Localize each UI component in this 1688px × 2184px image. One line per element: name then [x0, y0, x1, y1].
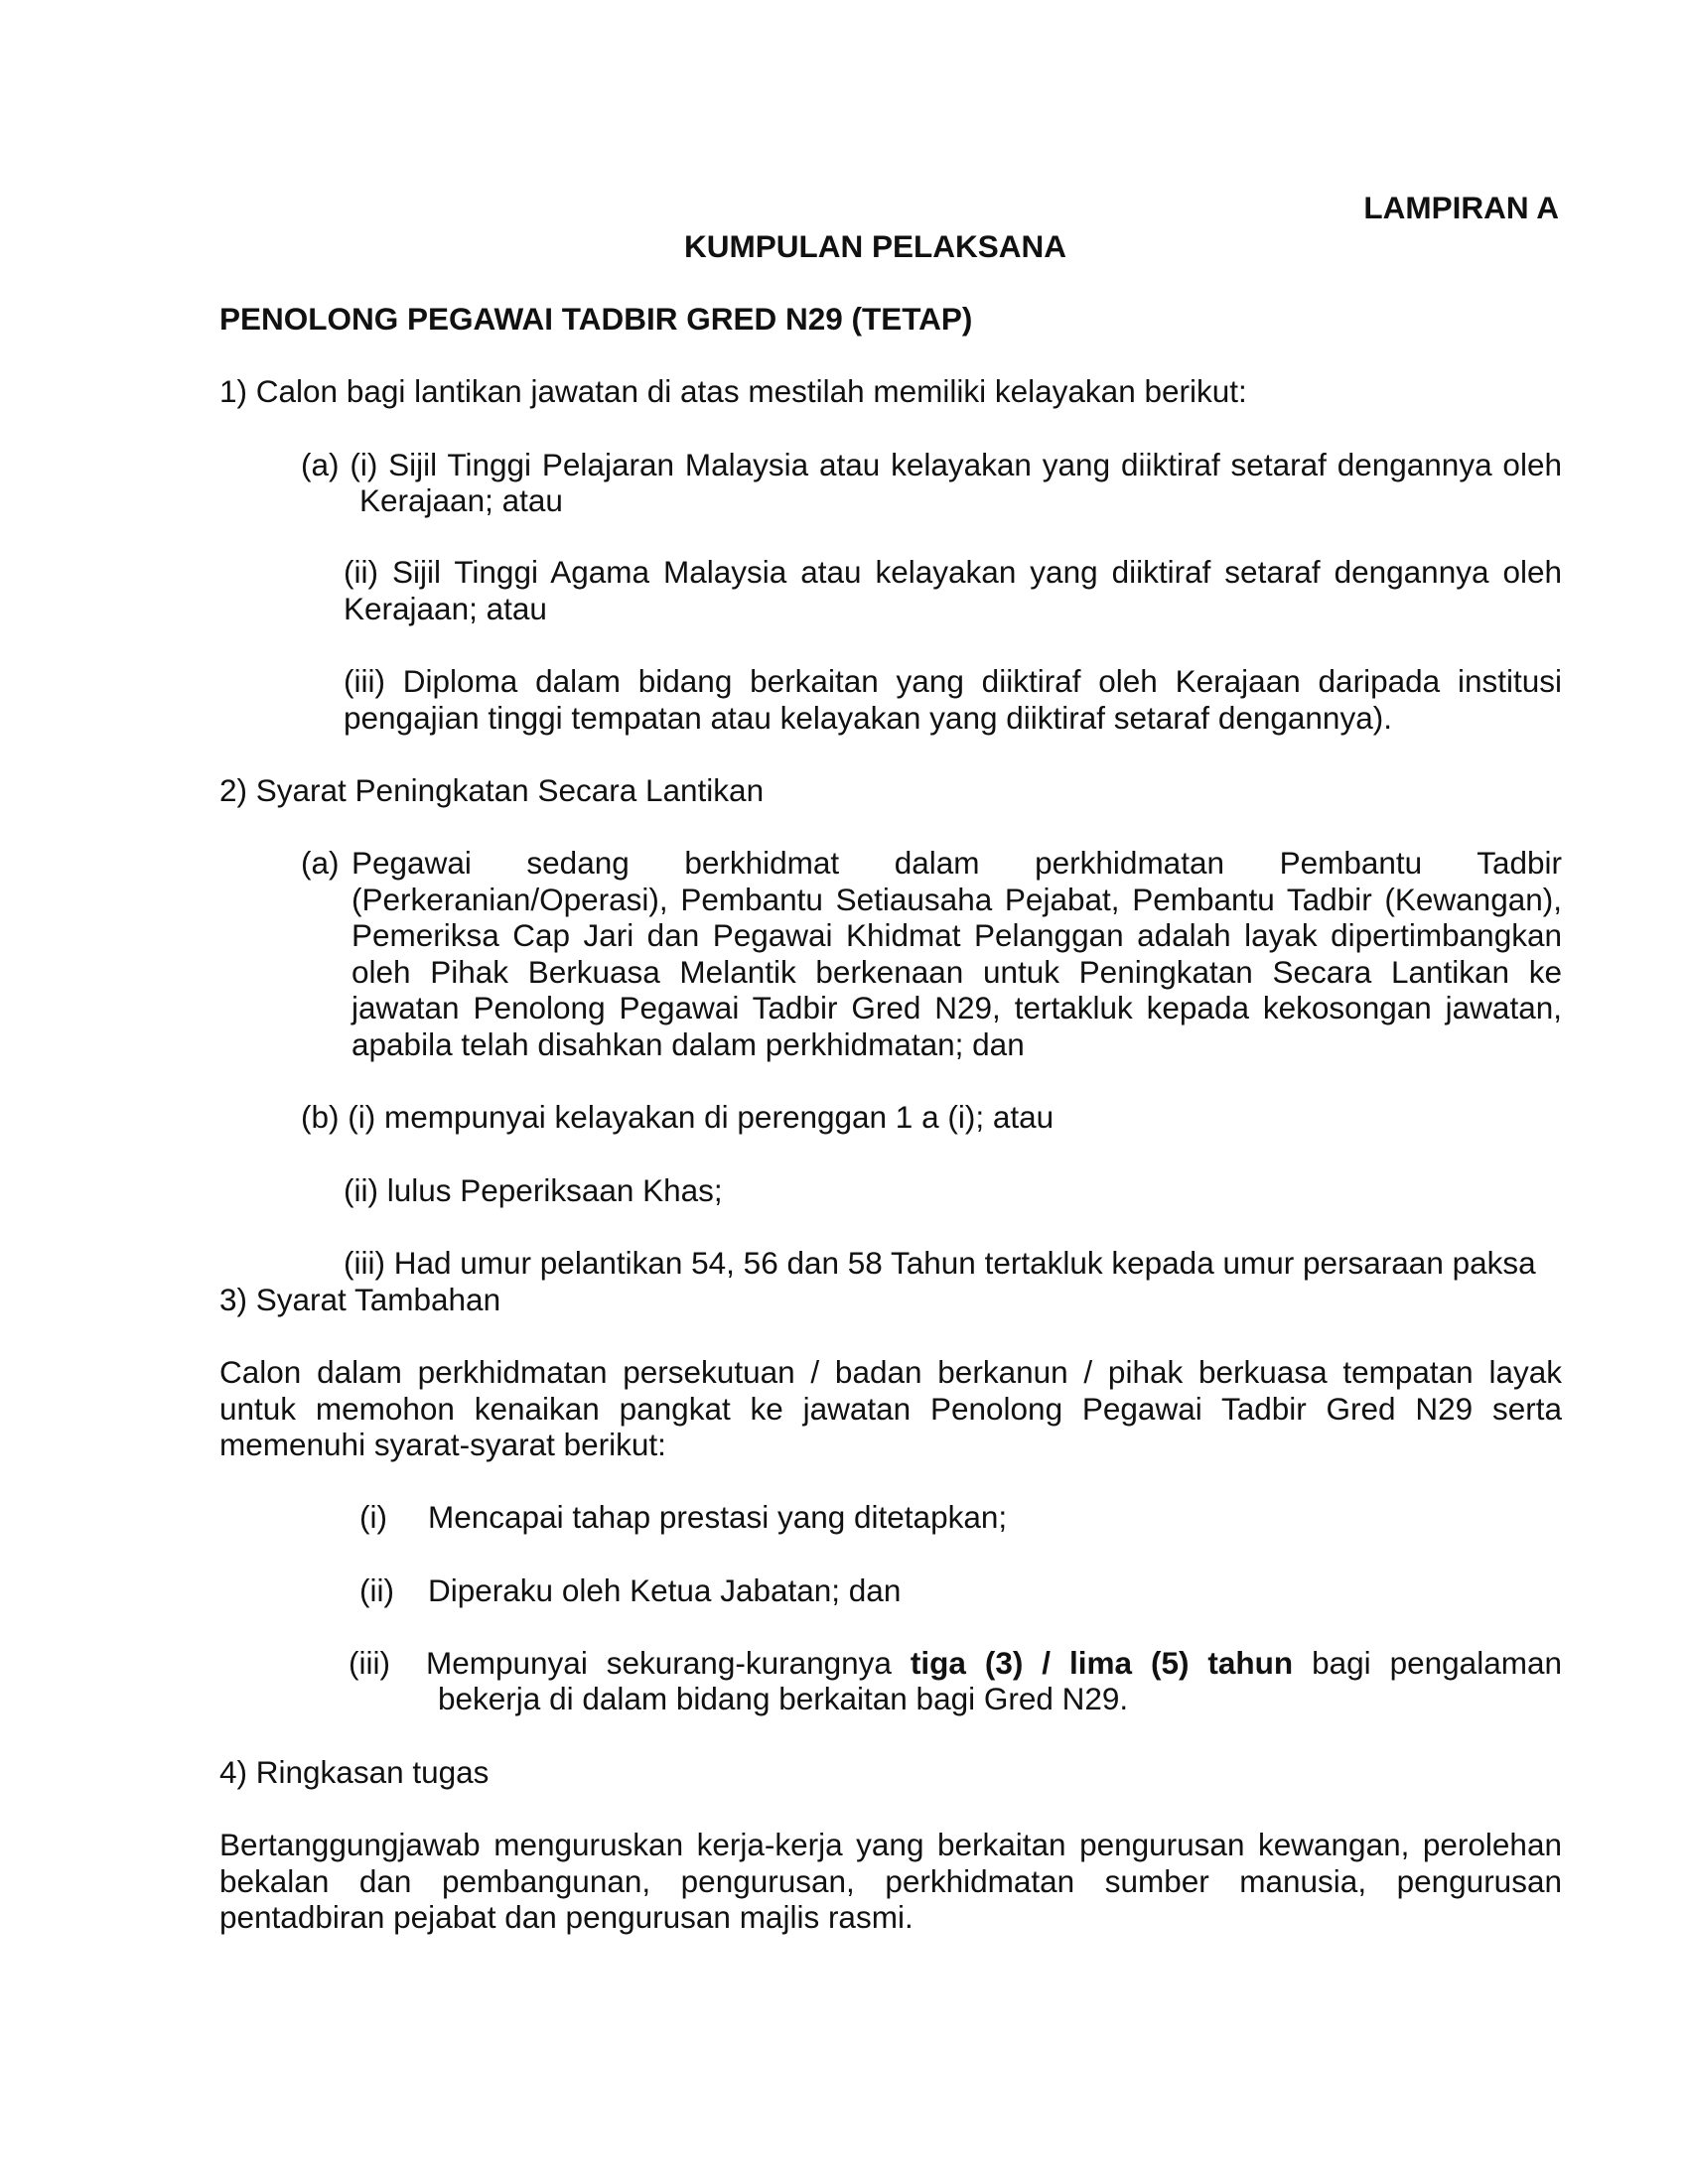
section-2-item-b-iii: (iii) Had umur pelantikan 54, 56 dan 58 Tahun tertakluk kepada umur persaraan paksa	[344, 1245, 1536, 1281]
section-1-item-a-iii-line2: pengajian tinggi tempatan atau kelayakan yang diiktiraf setaraf dengannya).	[344, 700, 1392, 736]
post-title: PENOLONG PEGAWAI TADBIR GRED N29 (TETAP)	[219, 301, 973, 337]
section-3-item-label: (i)	[359, 1499, 387, 1535]
section-3-item-label: (ii)	[359, 1572, 394, 1608]
section-1-item-a-i-line1: (a) (i) Sijil Tinggi Pelajaran Malaysia atau kelayakan yang diiktiraf setaraf dengannya oleh	[301, 447, 1562, 482]
section-2-item-a-line: jawatan Penolong Pegawai Tadbir Gred N29, tertakluk kepada kekosongan jawatan,	[352, 990, 1562, 1025]
item-iii-bold-five: lima (5) tahun	[1069, 1645, 1294, 1681]
section-3-item-text: Diperaku oleh Ketua Jabatan; dan	[428, 1572, 902, 1608]
section-2-item-a-line: Pemeriksa Cap Jari dan Pegawai Khidmat Pelanggan adalah layak dipertimbangkan	[352, 917, 1562, 953]
section-3-item-label: (iii)	[349, 1645, 390, 1681]
section-1-heading: 1) Calon bagi lantikan jawatan di atas mestilah memiliki kelayakan berikut:	[219, 373, 1247, 409]
item-iii-post: bagi pengalaman	[1312, 1645, 1562, 1681]
section-3-item-iii-line1	[426, 1645, 1562, 1682]
item-iii-bold-three: tiga (3)	[910, 1645, 1024, 1681]
section-3-heading: 3) Syarat Tambahan	[219, 1282, 501, 1317]
section-1-item-a-i-line2: Kerajaan; atau	[359, 482, 563, 518]
section-1-item-a-ii-line1: (ii) Sijil Tinggi Agama Malaysia atau kelayakan yang diiktiraf setaraf dengannya oleh	[344, 554, 1562, 590]
section-3-intro-line: untuk memohon kenaikan pangkat ke jawatan Penolong Pegawai Tadbir Gred N29 serta	[219, 1391, 1562, 1427]
item-iii-slash: /	[1042, 1645, 1052, 1681]
section-3-item-text: Mencapai tahap prestasi yang ditetapkan;	[428, 1499, 1008, 1535]
section-4-heading: 4) Ringkasan tugas	[219, 1754, 490, 1790]
section-1-item-a-iii-line1: (iii) Diploma dalam bidang berkaitan yang diiktiraf oleh Kerajaan daripada institusi	[344, 663, 1562, 699]
section-2-item-a-line: oleh Pihak Berkuasa Melantik berkenaan untuk Peningkatan Secara Lantikan ke	[352, 954, 1562, 990]
section-2-item-a-line: apabila telah disahkan dalam perkhidmatan; dan	[352, 1026, 1025, 1062]
section-3-item-iii-line2: bekerja di dalam bidang berkaitan bagi Gred N29.	[438, 1681, 1129, 1716]
appendix-label: LAMPIRAN A	[1363, 190, 1559, 225]
section-2-item-a-label: (a)	[301, 845, 340, 881]
section-1-item-a-ii-line2: Kerajaan; atau	[344, 591, 547, 626]
item-iii-pre: Mempunyai sekurang-kurangnya	[426, 1645, 892, 1681]
section-4-body-line: Bertanggungjawab menguruskan kerja-kerja yang berkaitan pengurusan kewangan, perolehan	[219, 1827, 1562, 1862]
section-4-body-line: bekalan dan pembangunan, pengurusan, perkhidmatan sumber manusia, pengurusan	[219, 1863, 1562, 1899]
group-title: KUMPULAN PELAKSANA	[684, 228, 1066, 264]
section-2-heading: 2) Syarat Peningkatan Secara Lantikan	[219, 772, 765, 808]
section-3-intro-line: memenuhi syarat-syarat berikut:	[219, 1427, 666, 1462]
section-2-item-a-line: (Perkeranian/Operasi), Pembantu Setiausaha Pejabat, Pembantu Tadbir (Kewangan),	[352, 882, 1562, 917]
section-2-item-b-ii: (ii) lulus Peperiksaan Khas;	[344, 1172, 723, 1208]
section-4-body-line: pentadbiran pejabat dan pengurusan majlis rasmi.	[219, 1899, 914, 1935]
section-3-intro-line: Calon dalam perkhidmatan persekutuan / badan berkanun / pihak berkuasa tempatan layak	[219, 1354, 1562, 1390]
section-2-item-b-i: (b) (i) mempunyai kelayakan di perenggan 1 a (i); atau	[301, 1099, 1055, 1135]
section-2-item-a-line: Pegawai sedang berkhidmat dalam perkhidmatan Pembantu Tadbir	[352, 845, 1562, 881]
